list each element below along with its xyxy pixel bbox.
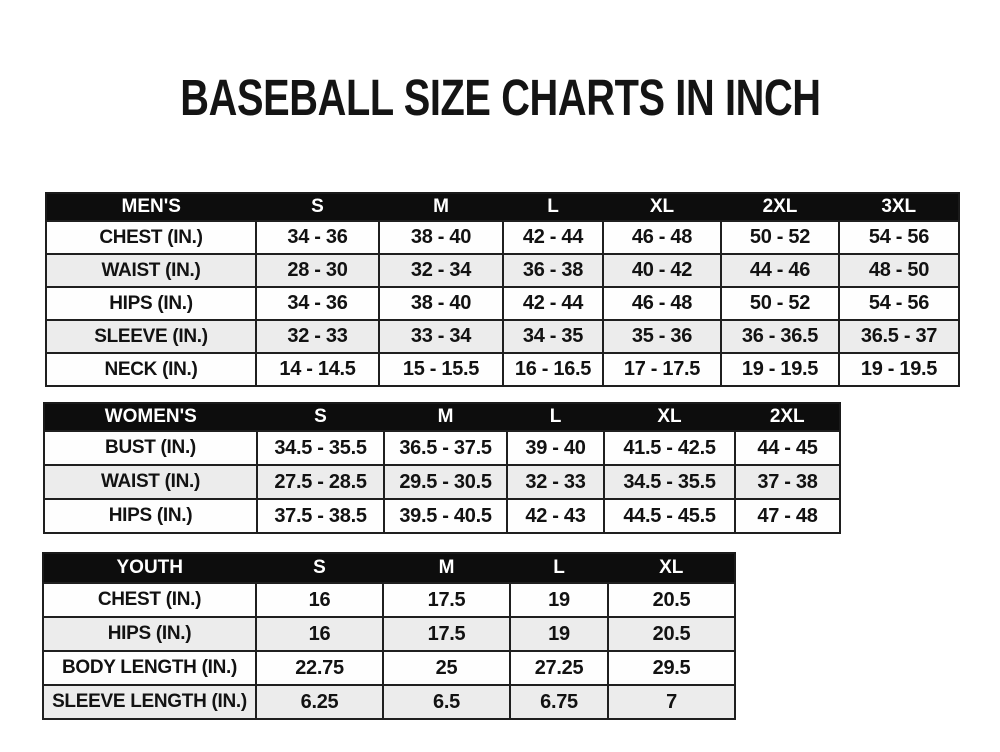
- size-range-cell: 42 - 44: [503, 221, 603, 254]
- size-range-cell: 19 - 19.5: [721, 353, 839, 386]
- size-range-cell: 14 - 14.5: [256, 353, 379, 386]
- size-column-header: 2XL: [721, 193, 839, 221]
- size-range-cell: 17.5: [383, 617, 510, 651]
- measurement-row: [43, 651, 735, 685]
- size-range-cell: 50 - 52: [721, 287, 839, 320]
- size-range-cell: 34.5 - 35.5: [604, 465, 735, 499]
- size-range-cell: 27.5 - 28.5: [257, 465, 384, 499]
- size-range-cell: 33 - 34: [379, 320, 503, 353]
- size-column-header: XL: [608, 553, 735, 583]
- size-range-cell: 46 - 48: [603, 287, 721, 320]
- size-column-header: M: [384, 403, 507, 431]
- size-range-cell: 42 - 43: [507, 499, 604, 533]
- size-column-header: M: [379, 193, 503, 221]
- measurement-label: NECK (IN.): [46, 353, 256, 386]
- size-range-cell: 17 - 17.5: [603, 353, 721, 386]
- measurement-label: CHEST (IN.): [43, 583, 256, 617]
- measurement-row: [46, 320, 959, 353]
- group-label-header: WOMEN'S: [44, 403, 257, 431]
- measurement-row: [46, 353, 959, 386]
- measurement-label: SLEEVE (IN.): [46, 320, 256, 353]
- size-range-cell: 20.5: [608, 583, 735, 617]
- size-range-cell: 36.5 - 37: [839, 320, 959, 353]
- size-range-cell: 36 - 38: [503, 254, 603, 287]
- measurement-row: [46, 287, 959, 320]
- size-column-header: XL: [603, 193, 721, 221]
- size-column-header: S: [256, 193, 379, 221]
- header-row: [43, 553, 735, 583]
- size-range-cell: 35 - 36: [603, 320, 721, 353]
- mens-sizes-grid: [45, 192, 960, 387]
- header-row: [46, 193, 959, 221]
- womens-size-table: [43, 402, 841, 534]
- size-range-cell: 34 - 36: [256, 287, 379, 320]
- size-range-cell: 6.5: [383, 685, 510, 719]
- size-column-header: XL: [604, 403, 735, 431]
- size-column-header: L: [510, 553, 608, 583]
- size-range-cell: 32 - 33: [507, 465, 604, 499]
- size-range-cell: 34 - 36: [256, 221, 379, 254]
- measurement-label: BUST (IN.): [44, 431, 257, 465]
- size-column-header: L: [503, 193, 603, 221]
- size-column-header: S: [257, 403, 384, 431]
- measurement-label: HIPS (IN.): [43, 617, 256, 651]
- measurement-row: [46, 221, 959, 254]
- page-title: [0, 70, 1000, 126]
- measurement-row: [43, 583, 735, 617]
- size-range-cell: 39.5 - 40.5: [384, 499, 507, 533]
- size-range-cell: 20.5: [608, 617, 735, 651]
- size-range-cell: 17.5: [383, 583, 510, 617]
- size-range-cell: 34.5 - 35.5: [257, 431, 384, 465]
- size-range-cell: 38 - 40: [379, 287, 503, 320]
- measurement-row: [44, 431, 840, 465]
- size-range-cell: 37.5 - 38.5: [257, 499, 384, 533]
- size-range-cell: 37 - 38: [735, 465, 840, 499]
- size-column-header: L: [507, 403, 604, 431]
- size-range-cell: 38 - 40: [379, 221, 503, 254]
- header-row: [44, 403, 840, 431]
- size-range-cell: 41.5 - 42.5: [604, 431, 735, 465]
- size-range-cell: 22.75: [256, 651, 383, 685]
- size-range-cell: 54 - 56: [839, 287, 959, 320]
- size-range-cell: 46 - 48: [603, 221, 721, 254]
- size-range-cell: 40 - 42: [603, 254, 721, 287]
- size-range-cell: 27.25: [510, 651, 608, 685]
- measurement-row: [46, 254, 959, 287]
- youth-sizes-grid: [42, 552, 736, 720]
- size-range-cell: 48 - 50: [839, 254, 959, 287]
- measurement-label: SLEEVE LENGTH (IN.): [43, 685, 256, 719]
- size-column-header: 2XL: [735, 403, 840, 431]
- size-range-cell: 32 - 33: [256, 320, 379, 353]
- size-range-cell: 44 - 46: [721, 254, 839, 287]
- group-label-header: MEN'S: [46, 193, 256, 221]
- size-range-cell: 42 - 44: [503, 287, 603, 320]
- page-title-text: BASEBALL SIZE CHARTS IN INCH: [179, 69, 821, 126]
- size-range-cell: 29.5: [608, 651, 735, 685]
- size-range-cell: 47 - 48: [735, 499, 840, 533]
- measurement-label: WAIST (IN.): [46, 254, 256, 287]
- size-range-cell: 36 - 36.5: [721, 320, 839, 353]
- size-range-cell: 19: [510, 583, 608, 617]
- womens-sizes-grid: [43, 402, 841, 534]
- size-range-cell: 44.5 - 45.5: [604, 499, 735, 533]
- size-column-header: M: [383, 553, 510, 583]
- size-range-cell: 15 - 15.5: [379, 353, 503, 386]
- size-column-header: 3XL: [839, 193, 959, 221]
- size-range-cell: 32 - 34: [379, 254, 503, 287]
- size-range-cell: 19: [510, 617, 608, 651]
- group-label-header: YOUTH: [43, 553, 256, 583]
- size-range-cell: 7: [608, 685, 735, 719]
- size-range-cell: 39 - 40: [507, 431, 604, 465]
- size-range-cell: 6.75: [510, 685, 608, 719]
- measurement-label: CHEST (IN.): [46, 221, 256, 254]
- size-range-cell: 44 - 45: [735, 431, 840, 465]
- measurement-row: [44, 499, 840, 533]
- measurement-label: HIPS (IN.): [44, 499, 257, 533]
- size-range-cell: 29.5 - 30.5: [384, 465, 507, 499]
- size-range-cell: 16: [256, 583, 383, 617]
- measurement-row: [44, 465, 840, 499]
- measurement-row: [43, 617, 735, 651]
- size-range-cell: 28 - 30: [256, 254, 379, 287]
- measurement-row: [43, 685, 735, 719]
- size-range-cell: 36.5 - 37.5: [384, 431, 507, 465]
- size-range-cell: 50 - 52: [721, 221, 839, 254]
- measurement-label: WAIST (IN.): [44, 465, 257, 499]
- size-range-cell: 19 - 19.5: [839, 353, 959, 386]
- size-range-cell: 16 - 16.5: [503, 353, 603, 386]
- size-column-header: S: [256, 553, 383, 583]
- measurement-label: HIPS (IN.): [46, 287, 256, 320]
- youth-size-table: [42, 552, 736, 720]
- size-range-cell: 34 - 35: [503, 320, 603, 353]
- mens-size-table: [45, 192, 960, 387]
- measurement-label: BODY LENGTH (IN.): [43, 651, 256, 685]
- size-range-cell: 25: [383, 651, 510, 685]
- size-range-cell: 16: [256, 617, 383, 651]
- size-range-cell: 54 - 56: [839, 221, 959, 254]
- size-range-cell: 6.25: [256, 685, 383, 719]
